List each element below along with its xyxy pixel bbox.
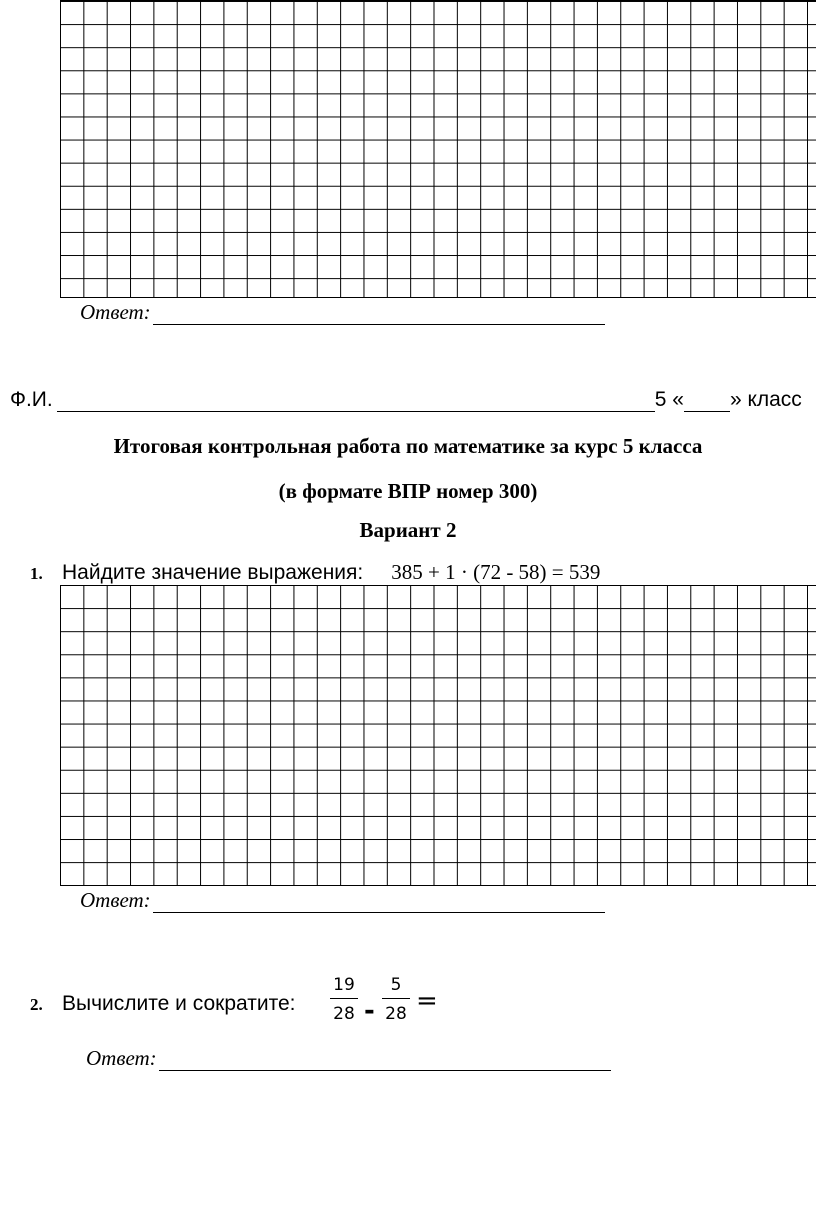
task-number: 1.: [30, 564, 43, 583]
fraction-2: [382, 975, 410, 1024]
fraction-numerator: 5: [382, 975, 410, 999]
fraction-numerator: 19: [330, 975, 358, 999]
task-1: [30, 560, 600, 585]
work-grid-task-1: [60, 585, 816, 886]
variant-label: Вариант 2: [359, 518, 457, 542]
answer-label: Ответ:: [80, 888, 151, 912]
answer-label: Ответ:: [86, 1046, 157, 1070]
answer-line[interactable]: [159, 1048, 611, 1071]
work-grid-top: [60, 0, 816, 298]
equals-sign: =: [416, 986, 438, 1016]
fraction-1: [330, 975, 358, 1024]
class-suffix: » класс: [729, 388, 802, 411]
fraction-denominator: 28: [385, 1004, 407, 1024]
minus-sign: -: [364, 996, 375, 1026]
task-question: Вычислите и сократите:: [62, 992, 296, 1015]
task-number: 2.: [30, 995, 43, 1014]
fio-label: Ф.И.: [10, 388, 53, 411]
answer-line[interactable]: [153, 890, 605, 913]
fraction-denominator: 28: [333, 1004, 355, 1024]
class-prefix: 5 «: [654, 388, 684, 411]
class-line[interactable]: [684, 389, 730, 412]
student-header: [10, 388, 816, 412]
answer-row-top: [80, 300, 605, 325]
task-2: [30, 992, 295, 1016]
task-question: Найдите значение выражения:: [62, 561, 364, 584]
answer-row-task-2: [86, 1046, 611, 1071]
page-subtitle: (в формате ВПР номер 300): [278, 479, 538, 503]
answer-line[interactable]: [153, 302, 605, 325]
fio-line[interactable]: [57, 389, 655, 412]
page-title: Итоговая контрольная работа по математике за курс 5 класса: [113, 434, 703, 458]
task-expression: 385 + 1 · (72 - 58) = 539: [391, 560, 601, 584]
answer-row-task-1: [80, 888, 605, 913]
answer-label: Ответ:: [80, 300, 151, 324]
